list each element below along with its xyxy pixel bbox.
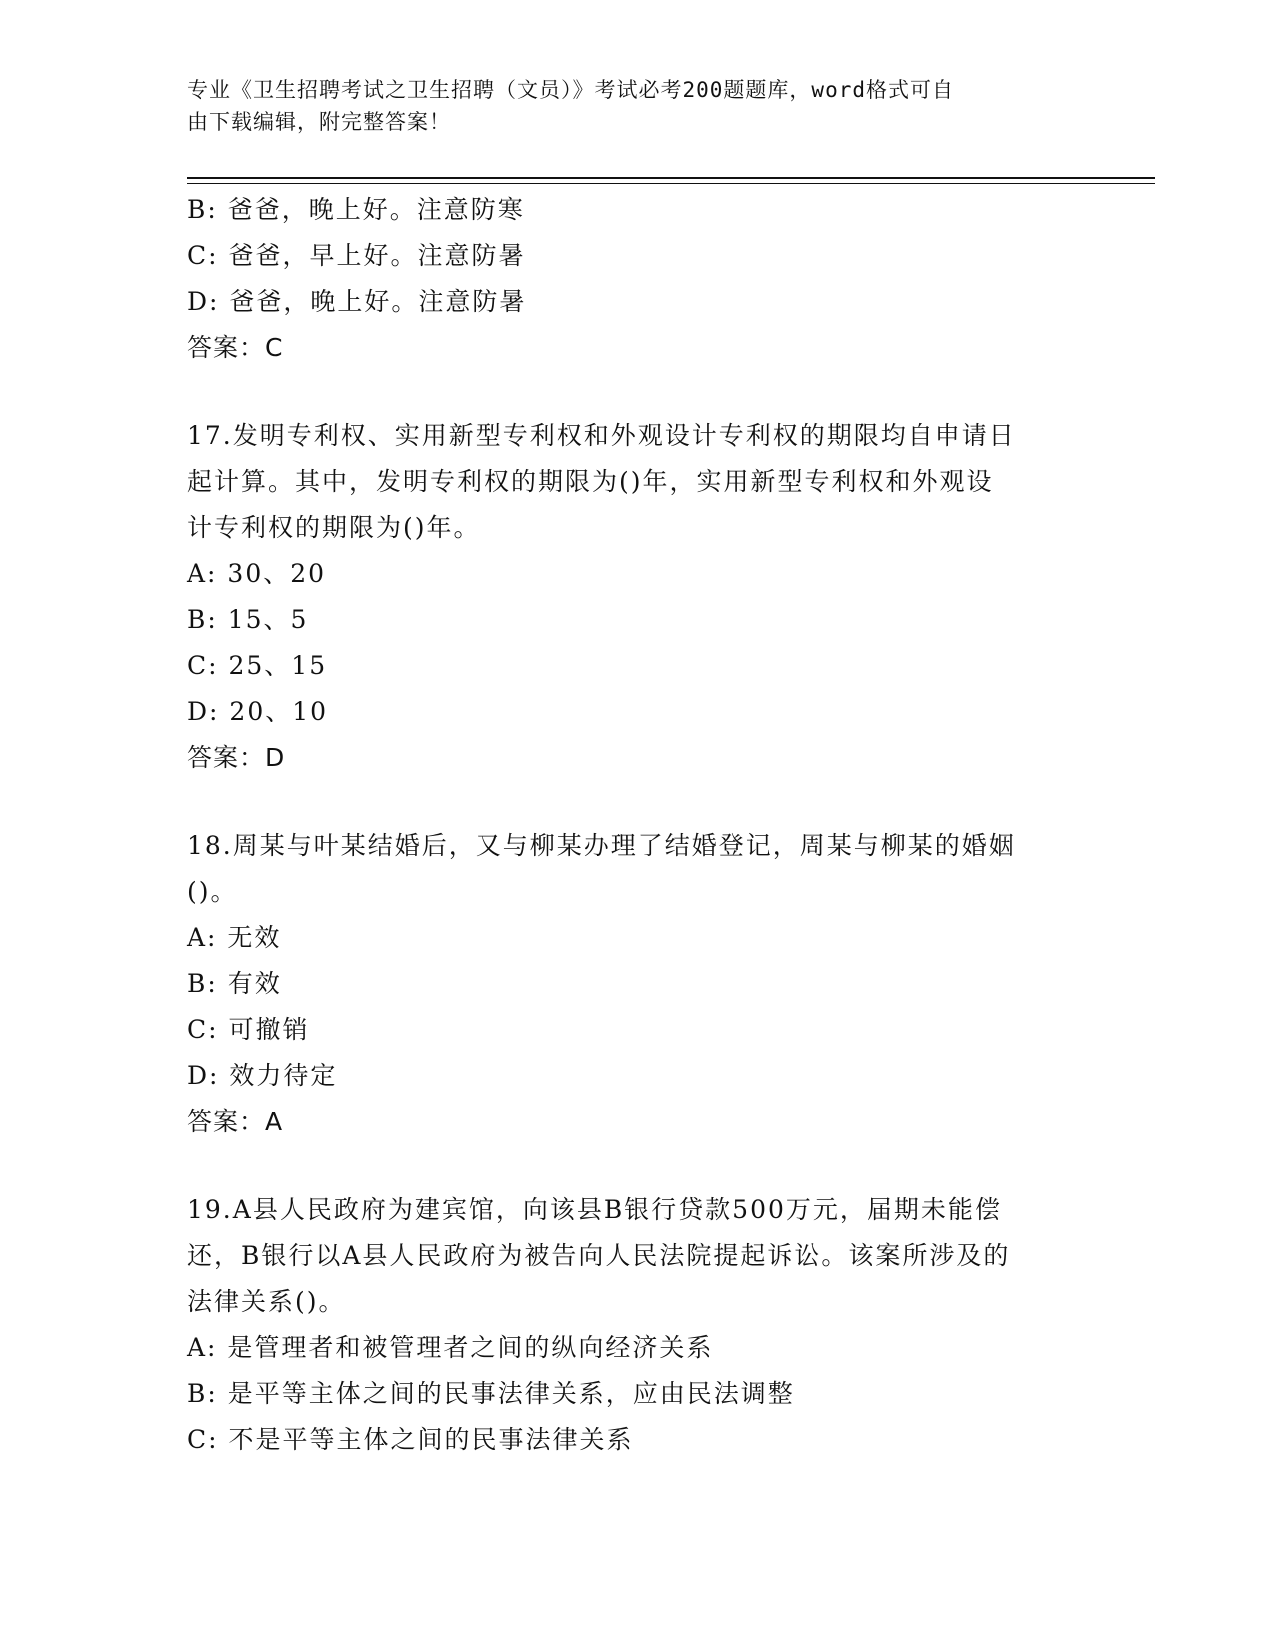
answer-line: 答案：A [187, 1107, 284, 1136]
question-18 [187, 823, 1087, 1145]
header-line-2: 由下载编辑，附完整答案！ [187, 110, 451, 134]
question-stem-line: 还，B银行以A县人民政府为被告向人民法院提起诉讼。该案所涉及的 [187, 1241, 1011, 1270]
spacer [187, 1145, 1087, 1187]
option-c: C: 爸爸，早上好。注意防暑 [187, 241, 526, 270]
question-stem-line: 18.周某与叶某结婚后，又与柳某办理了结婚登记，周某与柳某的婚姻 [187, 831, 1016, 860]
option-c: C: 不是平等主体之间的民事法律关系 [187, 1425, 634, 1454]
question-19 [187, 1187, 1087, 1463]
option-a: A: 30、20 [187, 559, 327, 588]
option-c: C: 可撤销 [187, 1015, 310, 1044]
question-16-fragment [187, 187, 1087, 371]
option-b: B: 是平等主体之间的民事法律关系，应由民法调整 [187, 1379, 795, 1408]
question-stem-line: 19.A县人民政府为建宾馆，向该县B银行贷款500万元，届期未能偿 [187, 1195, 1002, 1224]
option-b: B: 爸爸，晚上好。注意防寒 [187, 195, 525, 224]
option-a: A: 是管理者和被管理者之间的纵向经济关系 [187, 1333, 714, 1362]
question-stem-line: 17.发明专利权、实用新型专利权和外观设计专利权的期限均自申请日 [187, 421, 1016, 450]
header-divider-thin [187, 183, 1155, 184]
option-b: B: 有效 [187, 969, 282, 998]
option-b: B: 15、5 [187, 605, 309, 634]
question-stem-line: ()。 [187, 877, 238, 906]
question-stem-line: 法律关系()。 [187, 1287, 346, 1316]
header-divider-thick [187, 177, 1155, 179]
document-body [187, 187, 1087, 1463]
answer-line: 答案：D [187, 743, 286, 772]
header-line-1: 专业《卫生招聘考试之卫生招聘（文员）》考试必考200题题库，word格式可自 [187, 78, 954, 102]
question-stem-line: 起计算。其中，发明专利权的期限为()年，实用新型专利权和外观设 [187, 467, 994, 496]
spacer [187, 781, 1087, 823]
option-c: C: 25、15 [187, 651, 328, 680]
option-d: D: 爸爸，晚上好。注意防暑 [187, 287, 527, 316]
option-a: A: 无效 [187, 923, 282, 952]
spacer [187, 371, 1087, 413]
document-header [187, 74, 1067, 138]
question-stem-line: 计专利权的期限为()年。 [187, 513, 481, 542]
option-d: D: 20、10 [187, 697, 329, 726]
option-d: D: 效力待定 [187, 1061, 338, 1090]
answer-line: 答案：C [187, 333, 284, 362]
question-17 [187, 413, 1087, 781]
